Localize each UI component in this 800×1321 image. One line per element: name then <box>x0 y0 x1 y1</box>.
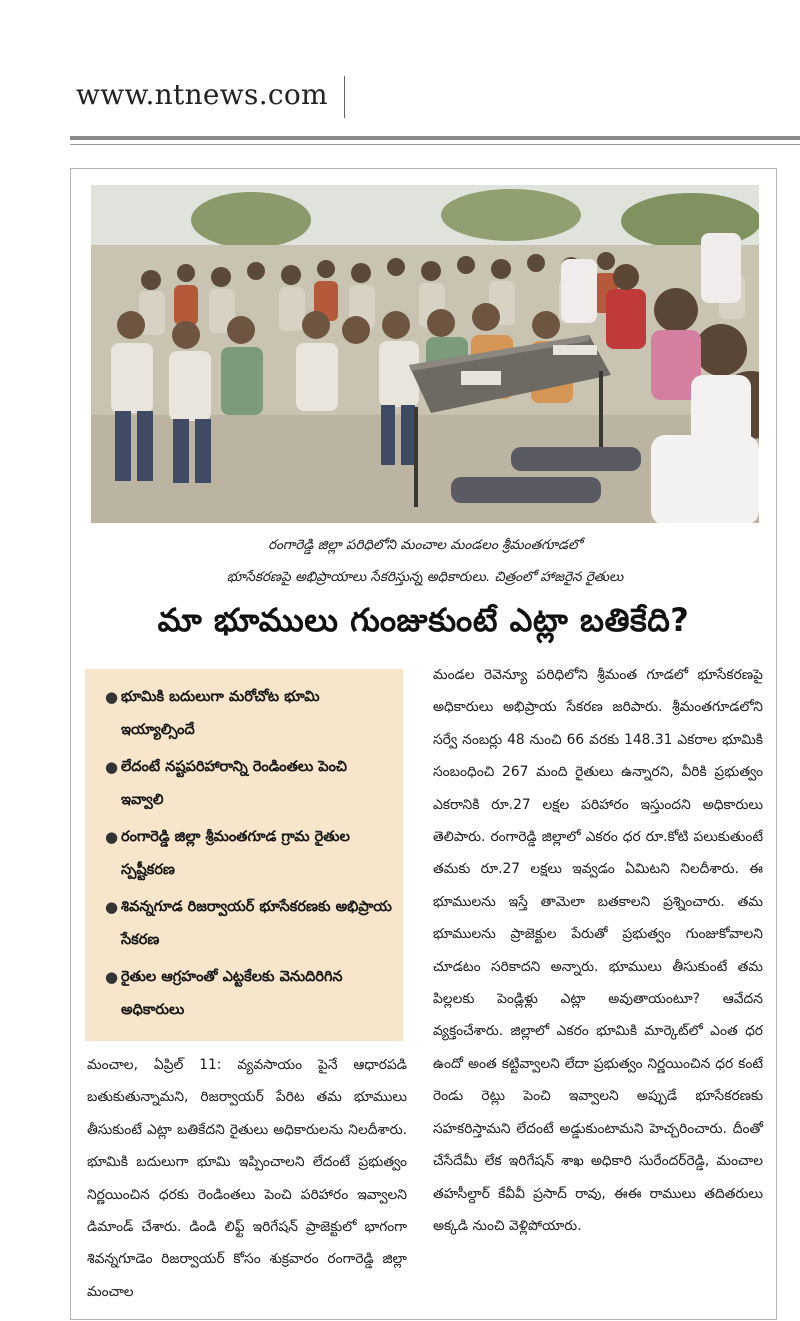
header-rule-thin <box>70 144 800 145</box>
article-box <box>70 168 777 1320</box>
bullet-icon: ● <box>105 828 119 846</box>
bullet-icon: ● <box>105 688 119 706</box>
header-rule <box>70 136 800 140</box>
caption-line-2: భూసేకరణపై అభిప్రాయాలు సేకరిస్తున్న అధికారులు. చిత్రంలో హాజరైన రైతులు <box>226 569 624 585</box>
highlight-item <box>105 961 393 1027</box>
highlight-text: రంగారెడ్డి జిల్లా శ్రీమంతగూడ గ్రామ రైతుల స్పష్టీకరణ <box>121 829 350 878</box>
news-photo-illustration <box>91 185 759 523</box>
highlight-item <box>105 681 393 747</box>
highlight-item <box>105 751 393 817</box>
highlight-text: భూమికి బదులుగా మరోచోట భూమి ఇయ్యాల్సిందే <box>121 689 320 738</box>
highlight-text: లేదంటే నష్టపరిహారాన్ని రెండింతలు పెంచి ఇవ్వాలి <box>121 759 348 808</box>
article-body-left: మంచాల, ఏప్రిల్ 11: వ్యవసాయం పైనే ఆధారపడి బతుకుతున్నామని, రిజర్వాయర్ పేరిట తమ భూములు తీసుకుంటే ఎట్లా బతికేదని రైతులు అధికారులను నిలదీశారు. భూమికి బదులుగా భూమి ఇప్పించాలని లేదంటే ప్రభుత్వం నిర్ణయించిన ధరకు రెండింతలు పెంచి పరిహారం ఇవ్వాలని డిమాండ్ చేశారు. డిండి లిఫ్ట్ ఇరిగేషన్ ప్రాజెక్టులో భాగంగా శివన్నగూడెం రిజర్వాయర్ కోసం శుక్రవారం రంగారెడ్డి జిల్లా మంచాల <box>87 1057 407 1300</box>
caption-line-1: రంగారెడ్డి జిల్లా పరిధిలోని మంచాల మండలం శ్రీమంతగూడలో <box>268 537 582 553</box>
bullet-icon: ● <box>105 898 119 916</box>
site-url: www.ntnews.com <box>76 78 328 111</box>
headline: మా భూములు గుంజుకుంటే ఎట్లా బతికేది? <box>157 601 690 639</box>
url-divider <box>344 76 345 118</box>
highlight-item <box>105 891 393 957</box>
highlights-box <box>85 669 403 1041</box>
highlight-item <box>105 821 393 887</box>
bullet-icon: ● <box>105 968 119 986</box>
bullet-icon: ● <box>105 758 119 776</box>
highlight-text: రైతుల ఆగ్రహంతో ఎట్టకేలకు వెనుదిరిగిన అధికారులు <box>121 969 343 1018</box>
highlight-text: శివన్నగూడ రిజర్వాయర్ భూసేకరణకు అభిప్రాయ సేకరణ <box>121 899 392 948</box>
news-photo <box>91 185 759 523</box>
photo-caption <box>91 529 759 593</box>
article-body-right: మండల రెవెన్యూ పరిధిలోని శ్రీమంత గూడలో భూసేకరణపై అధికారులు అభిప్రాయ సేకరణ జరిపారు. శ్రీమంతగూడలోని సర్వే నంబర్లు 48 నుంచి 66 వరకు 148.31 ఎకరాల భూమికి సంబంధించి 267 మంది రైతులు ఉన్నారని, వీరికి ప్రభుత్వం ఎకరానికి రూ.27 లక్షల పరిహారం ఇస్తుందని అధికారులు తెలిపారు. రంగారెడ్డి జిల్లాలో ఎకరం ధర రూ.కోటి పలుకుతుంటే తమకు రూ.27 లక్షలు ఇవ్వడం ఏమిటని నిలదీశారు. ఈ భూములను ఇస్తే తామెలా బతకాలని ప్రశ్నించారు. తమ భూములను ప్రాజెక్టుల పేరుతో ప్రభుత్వం గుంజుకోవాలని చూడటం సరికాదని అన్నారు. భూములు తీసుకుంటే తమ పిల్లలకు పెండ్లిళ్లు ఎట్లా అవుతాయంటూ? ఆవేదన వ్యక్తంచేశారు. జిల్లాలో ఎకరం భూమికి మార్కెట్‌లో ఎంత ధర ఉందో అంత కట్టివ్వాలని లేదా ప్రభుత్వం నిర్ణయించిన ధర కంటే రెండు రెట్లు పెంచి ఇవ్వాలని అప్పుడే భూసేకరణకు సహకరిస్తామని లేదంటే అడ్డుకుంటామని హెచ్చరించారు. దీంతో చేసేదేమీ లేక ఇరిగేషన్ శాఖ అధికారి సురేందర్‌రెడ్డి, మంచాల తహసీల్దార్ కేవీవీ ప్రసాద్ రావు, ఈఈ రాములు తదితరులు అక్కడి నుంచి వెళ్లిపోయారు. <box>433 667 763 1234</box>
